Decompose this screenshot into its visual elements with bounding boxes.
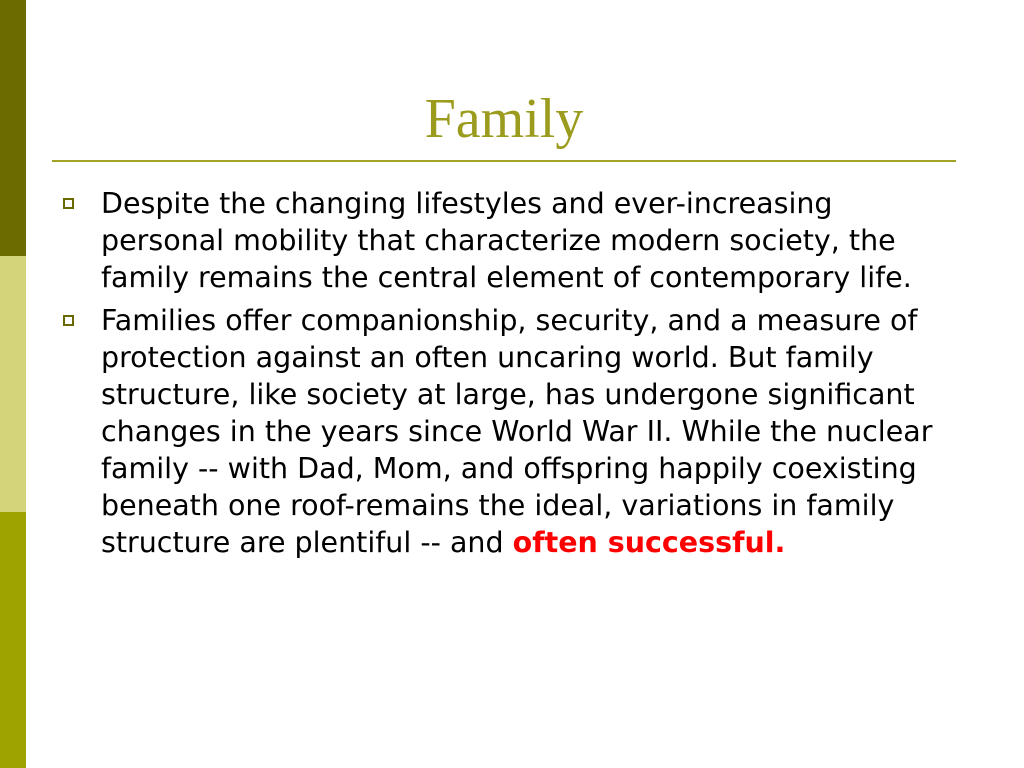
- slide-title: Family: [424, 88, 584, 150]
- sidebar-accent-middle: [0, 256, 26, 512]
- sidebar-accent-bottom: [0, 512, 26, 768]
- title-underline: [52, 160, 956, 162]
- bullet-text: Despite the changing lifestyles and ever-increasing personal mobility that characterize modern society, the family remains the central element of contemporary life.: [101, 187, 912, 294]
- square-bullet-icon: [63, 315, 74, 326]
- bullet-item: [62, 302, 962, 561]
- sidebar-accent-top: [0, 0, 26, 256]
- highlighted-text: often successful.: [512, 526, 786, 559]
- bullet-text: Families offer companionship, security, and a measure of protection against an often uncaring world. But family structure, like society at large, has undergone significant changes in the years since World War II. While the nuclear family -- with Dad, Mom, and offspring happily coexisting beneath one roof-remains the ideal, variations in family structure are plentiful -- and: [101, 304, 933, 559]
- slide-content: [62, 185, 962, 567]
- square-bullet-icon: [63, 198, 74, 209]
- bullet-item: [62, 185, 962, 296]
